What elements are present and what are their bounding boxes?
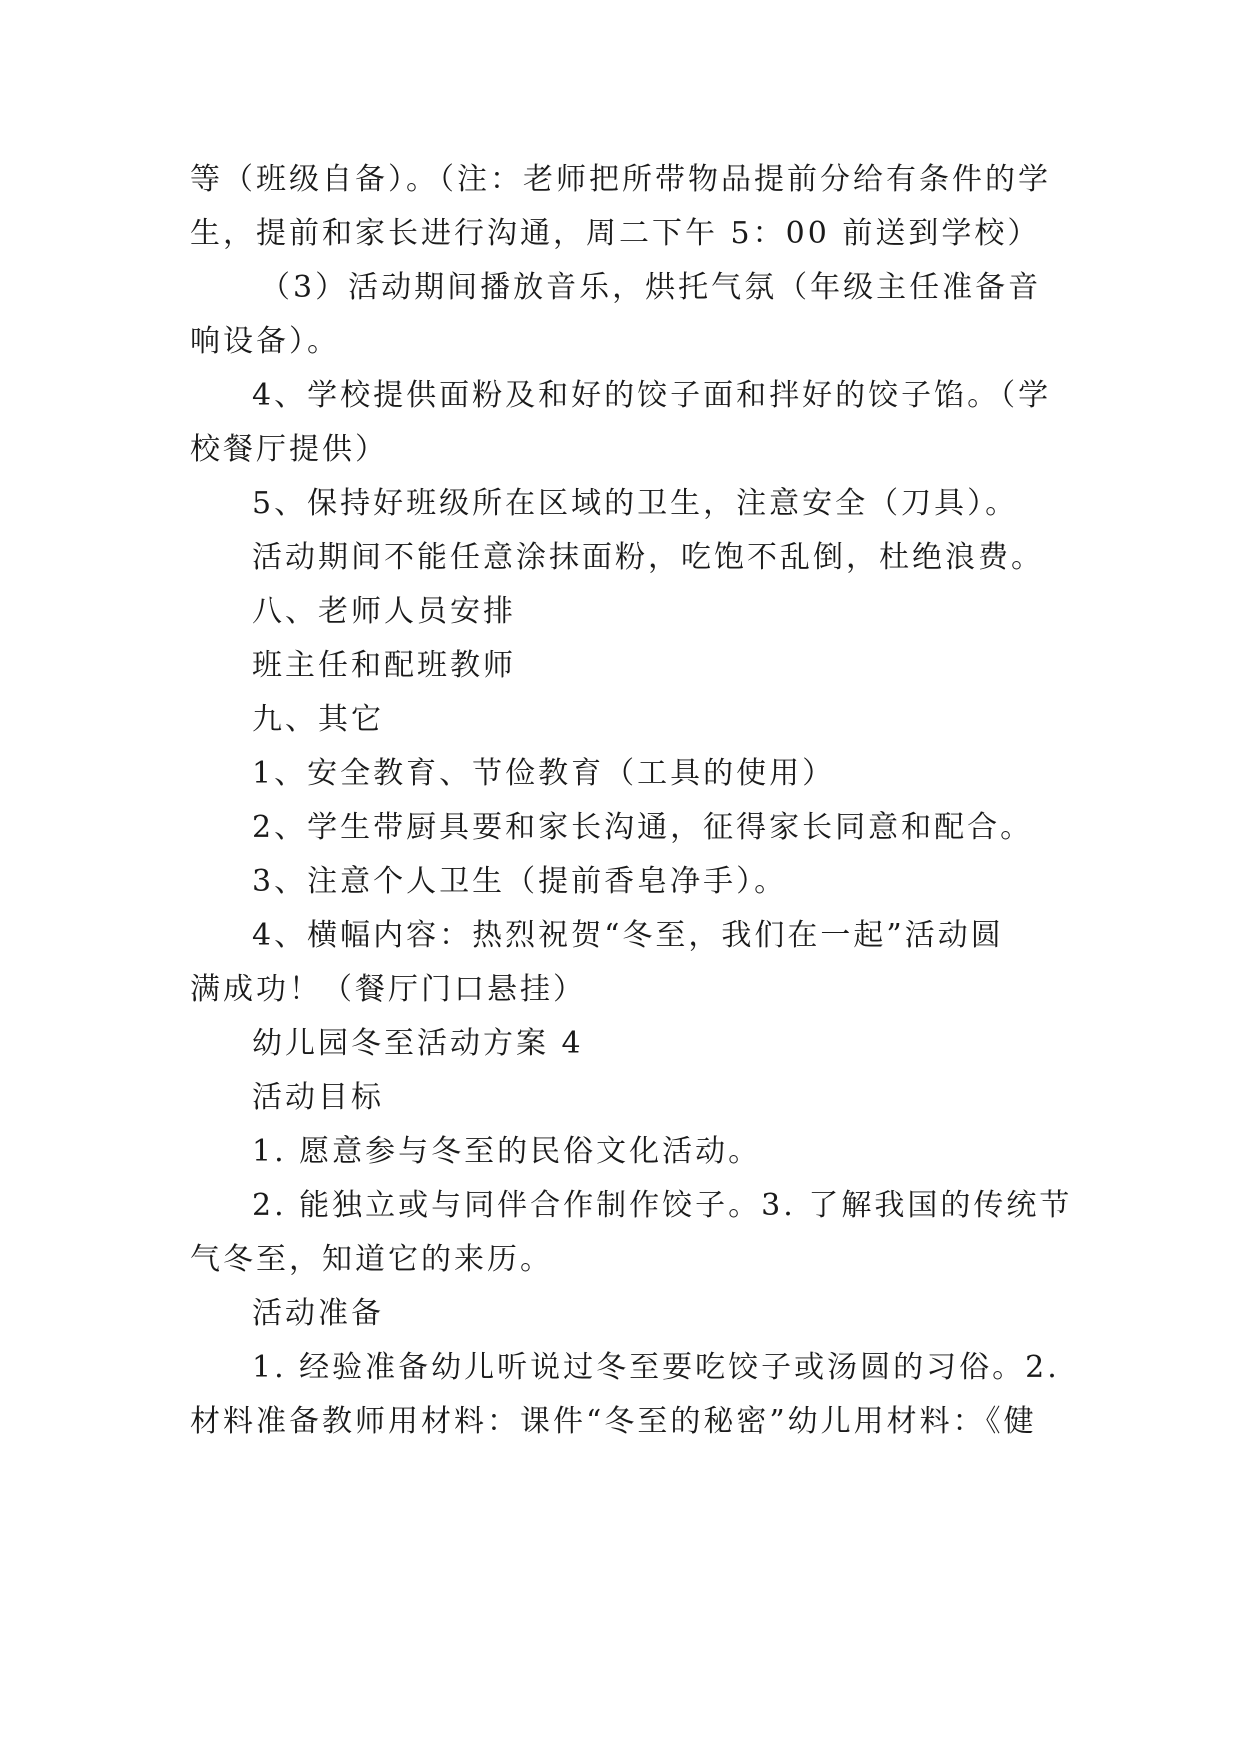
text-line: 1. 愿意参与冬至的民俗文化活动。 <box>252 1134 762 1169</box>
text-line: 1. 经验准备幼儿听说过冬至要吃饺子或汤圆的习俗。2. <box>252 1350 1060 1385</box>
text-line: 活动期间不能任意涂抹面粉，吃饱不乱倒，杜绝浪费。 <box>252 540 1044 575</box>
text-line: 响设备）。 <box>190 324 340 359</box>
text-line: 2、学生带厨具要和家长沟通，征得家长同意和配合。 <box>252 810 1034 845</box>
text-line: 1、安全教育、节俭教育（工具的使用） <box>252 756 836 791</box>
section-heading: 九、其它 <box>252 702 384 737</box>
section-heading: 活动目标 <box>252 1080 384 1115</box>
text-line: 材料准备教师用材料：课件“冬至的秘密”幼儿用材料：《健 <box>190 1404 1037 1439</box>
section-heading: 八、老师人员安排 <box>252 594 516 629</box>
text-line: 校餐厅提供） <box>190 432 388 467</box>
text-line: 5、保持好班级所在区域的卫生，注意安全（刀具）。 <box>252 486 1019 521</box>
text-line: 等（班级自备）。（注：老师把所带物品提前分给有条件的学 <box>190 162 1051 197</box>
text-line: （3）活动期间播放音乐，烘托气氛（年级主任准备音 <box>260 270 1042 305</box>
section-heading: 幼儿园冬至活动方案 4 <box>252 1026 584 1061</box>
text-line: 4、学校提供面粉及和好的饺子面和拌好的饺子馅。（学 <box>252 378 1052 413</box>
text-line: 班主任和配班教师 <box>252 648 516 683</box>
text-line: 生，提前和家长进行沟通，周二下午 5：00 前送到学校） <box>190 216 1041 251</box>
text-line: 气冬至，知道它的来历。 <box>190 1242 553 1277</box>
text-line: 2. 能独立或与同伴合作制作饺子。3. 了解我国的传统节 <box>252 1188 1073 1223</box>
text-line: 3、注意个人卫生（提前香皂净手）。 <box>252 864 788 899</box>
section-heading: 活动准备 <box>252 1296 384 1331</box>
text-line: 满成功！（餐厅门口悬挂） <box>190 972 586 1007</box>
text-line: 4、横幅内容：热烈祝贺“冬至，我们在一起”活动圆 <box>252 918 1004 953</box>
